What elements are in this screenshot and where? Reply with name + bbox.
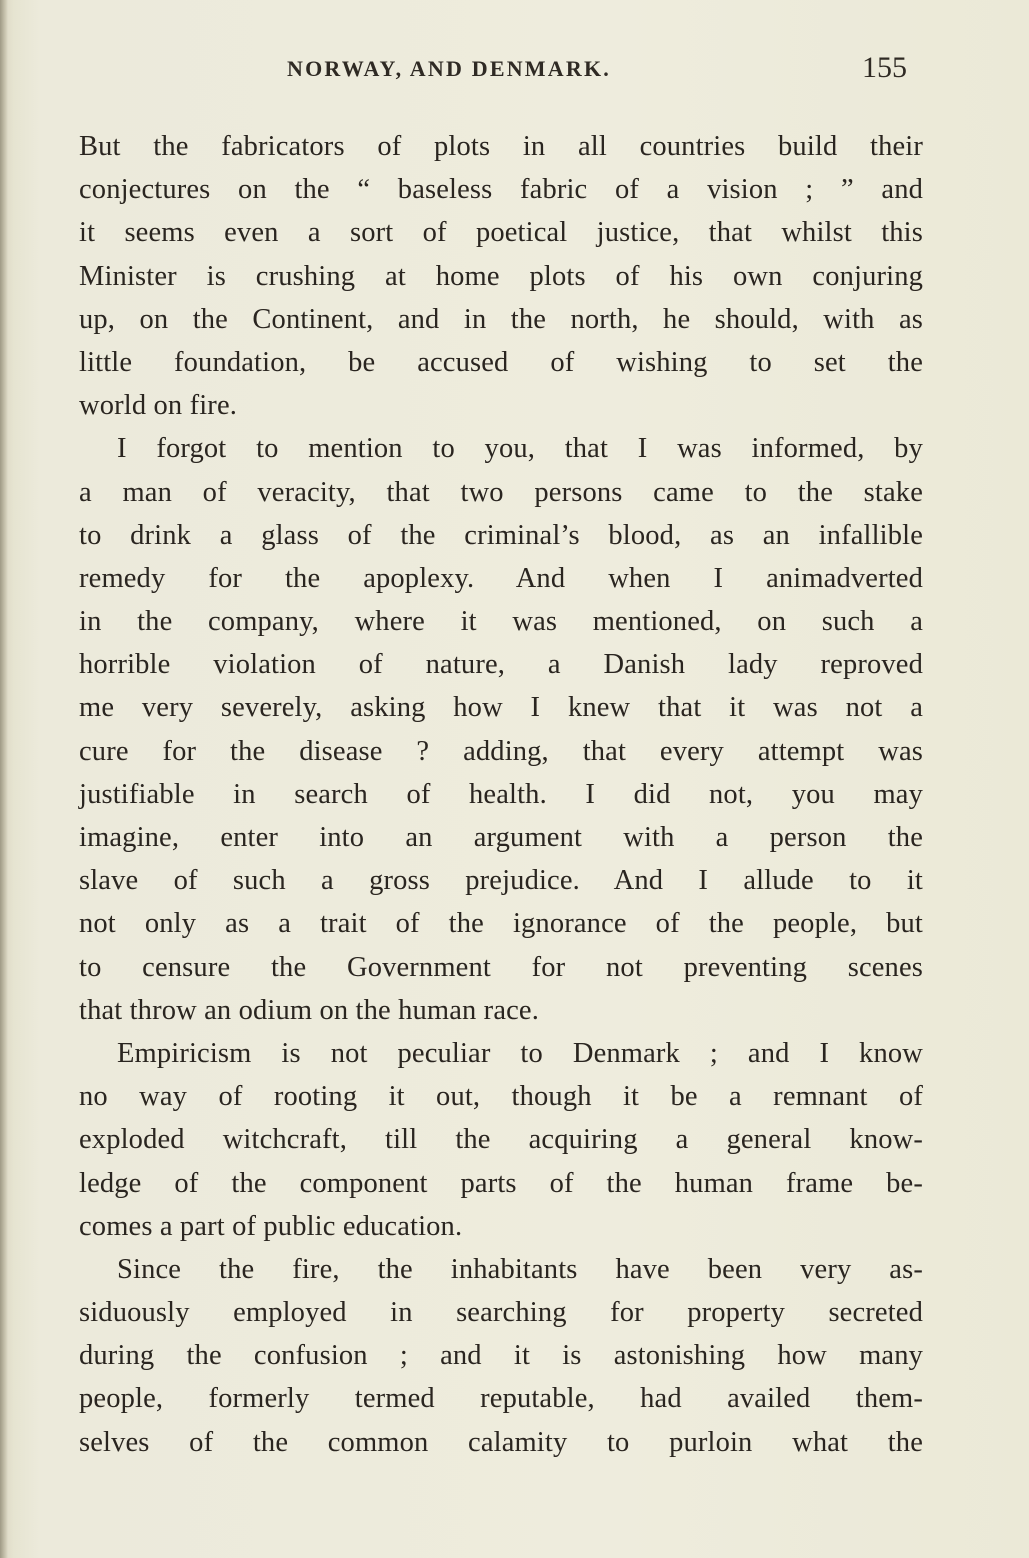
text-line: little foundation, be accused of wishing to set the xyxy=(79,346,923,378)
text-line: to censure the Government for not preventing scenes xyxy=(79,951,923,983)
text-line: justifiable in search of health. I did not, you may xyxy=(79,778,923,810)
text-line: Empiricism is not peculiar to Denmark ; and I know xyxy=(117,1037,923,1069)
text-line: remedy for the apoplexy. And when I animadverted xyxy=(79,562,923,594)
text-line: cure for the disease ? adding, that every attempt was xyxy=(79,735,923,767)
text-line: conjectures on the “ baseless fabric of a vision ; ” and xyxy=(79,174,923,206)
text-line: me very severely, asking how I knew that it was not a xyxy=(79,692,923,724)
text-line: in the company, where it was mentioned, on such a xyxy=(79,606,923,638)
text-line: horrible violation of nature, a Danish lady reproved xyxy=(79,649,923,681)
text-line: comes a part of public education. xyxy=(79,1210,463,1242)
text-line: people, formerly termed reputable, had availed them- xyxy=(79,1383,923,1415)
text-line: during the confusion ; and it is astonishing how many xyxy=(79,1340,923,1372)
text-line: that throw an odium on the human race. xyxy=(79,994,539,1026)
text-line: ledge of the component parts of the human frame be- xyxy=(79,1167,923,1199)
binding-edge xyxy=(0,0,8,1558)
text-line: But the fabricators of plots in all countries build their xyxy=(79,131,923,162)
text-line: selves of the common calamity to purloin what the xyxy=(79,1426,923,1458)
running-title: NORWAY, AND DENMARK. xyxy=(287,56,611,81)
text-line: up, on the Continent, and in the north, he should, with as xyxy=(79,303,923,335)
text-line: it seems even a sort of poetical justice, that whilst this xyxy=(79,217,923,249)
body-text xyxy=(79,125,923,1464)
text-line: to drink a glass of the criminal’s blood, as an infallible xyxy=(79,519,923,551)
text-line: siduously employed in searching for property secreted xyxy=(79,1297,923,1329)
text-line: no way of rooting it out, though it be a remnant of xyxy=(79,1081,923,1113)
text-line: Since the fire, the inhabitants have been very as- xyxy=(117,1253,923,1285)
page-number: 155 xyxy=(862,51,907,84)
text-line: I forgot to mention to you, that I was informed, by xyxy=(117,433,923,465)
text-line: not only as a trait of the ignorance of the people, but xyxy=(79,908,923,940)
text-line: exploded witchcraft, till the acquiring a general know- xyxy=(79,1124,923,1156)
text-line: imagine, enter into an argument with a person the xyxy=(79,822,923,853)
text-line: a man of veracity, that two persons came to the stake xyxy=(79,476,923,508)
text-line: slave of such a gross prejudice. And I allude to it xyxy=(79,865,923,897)
text-line: Minister is crushing at home plots of his own conjuring xyxy=(79,260,923,292)
text-line: world on fire. xyxy=(79,390,238,422)
